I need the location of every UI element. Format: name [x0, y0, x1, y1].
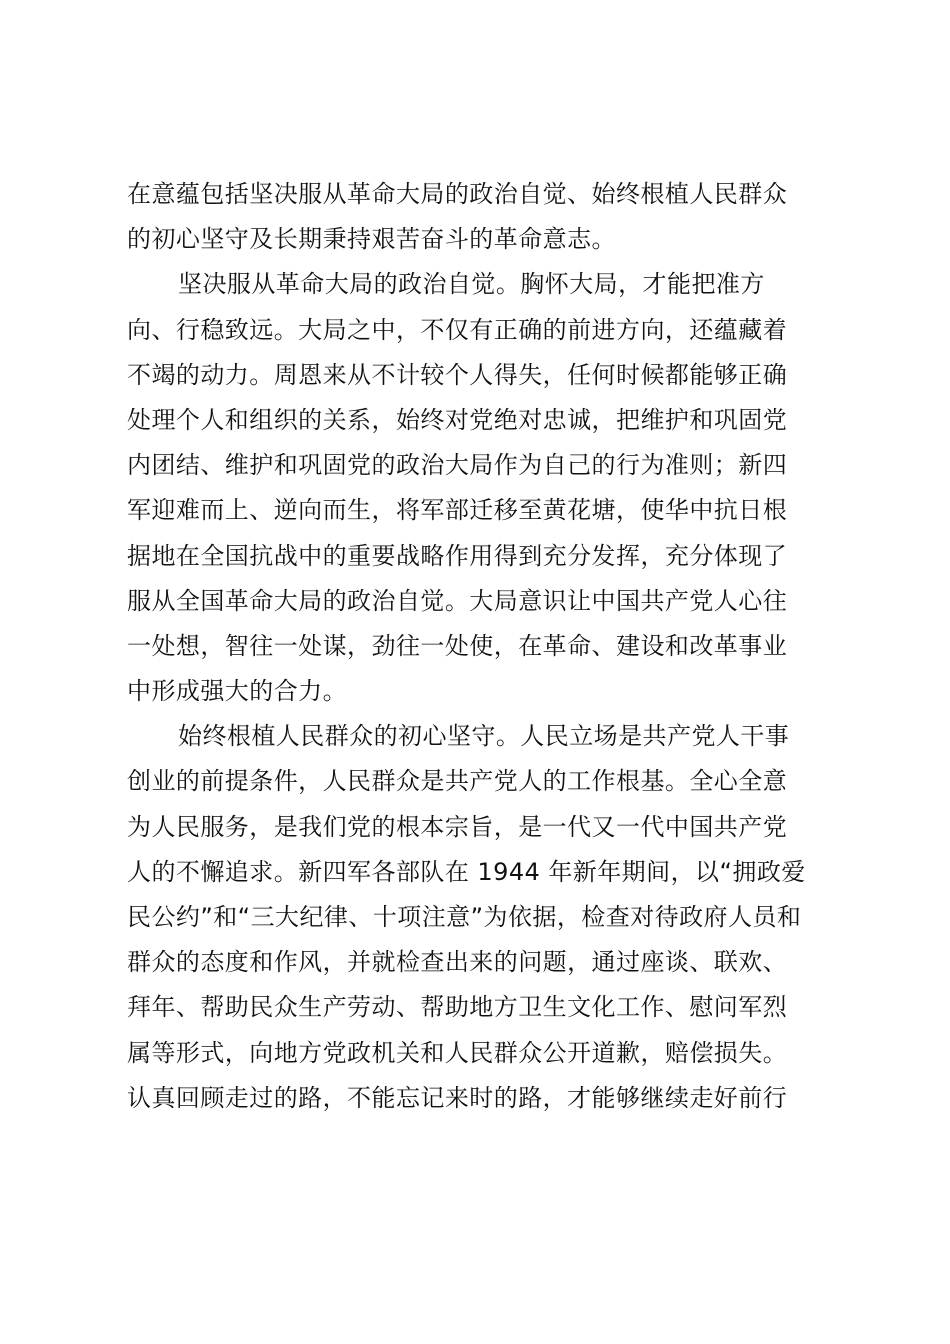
- text-line: 人的不懈追求。新四军各部队在 1944 年新年期间，以“拥政爱: [127, 857, 806, 886]
- text-line: 认真回顾走过的路，不能忘记来时的路，才能够继续走好前行: [127, 1083, 788, 1112]
- text-line: 的初心坚守及长期秉持艰苦奋斗的革命意志。: [127, 225, 616, 254]
- text-line: 中形成强大的合力。: [127, 677, 348, 706]
- text-line: 群众的态度和作风，并就检查出来的问题，通过座谈、联欢、: [127, 948, 788, 977]
- text-line: 处理个人和组织的关系，始终对党绝对忠诚，把维护和巩固党: [127, 405, 788, 434]
- text-line: 向、行稳致远。大局之中，不仅有正确的前进方向，还蕴藏着: [127, 315, 788, 344]
- text-line: 属等形式，向地方党政机关和人民群众公开道歉，赔偿损失。: [127, 1038, 788, 1067]
- text-line: 据地在全国抗战中的重要战略作用得到充分发挥，充分体现了: [127, 541, 788, 570]
- text-line: 不竭的动力。周恩来从不计较个人得失，任何时候都能够正确: [127, 360, 788, 389]
- text-line: 在意蕴包括坚决服从革命大局的政治自觉、始终根植人民群众: [127, 180, 788, 208]
- paragraph-start-line: 坚决服从革命大局的政治自觉。胸怀大局，才能把准方: [178, 270, 765, 299]
- text-line: 拜年、帮助民众生产劳动、帮助地方卫生文化工作、慰问军烈: [127, 993, 788, 1022]
- text-line: 民公约”和“三大纪律、十项注意”为依据，检查对待政府人员和: [127, 903, 802, 931]
- text-line: 创业的前提条件，人民群众是共产党人的工作根基。全心全意: [127, 767, 788, 796]
- text-line: 服从全国革命大局的政治自觉。大局意识让中国共产党人心往: [127, 586, 788, 615]
- text-line: 为人民服务，是我们党的根本宗旨，是一代又一代中国共产党: [127, 812, 788, 841]
- text-line: 一处想，智往一处谋，劲往一处使，在革命、建设和改革事业: [127, 631, 788, 660]
- paragraph-start-line: 始终根植人民群众的初心坚守。人民立场是共产党人干事: [178, 722, 790, 751]
- body-text: [127, 172, 827, 1121]
- text-line: 军迎难而上、逆向而生，将军部迁移至黄花塘，使华中抗日根: [127, 496, 788, 525]
- text-line: 内团结、维护和巩固党的政治大局作为自己的行为准则；新四: [127, 451, 788, 480]
